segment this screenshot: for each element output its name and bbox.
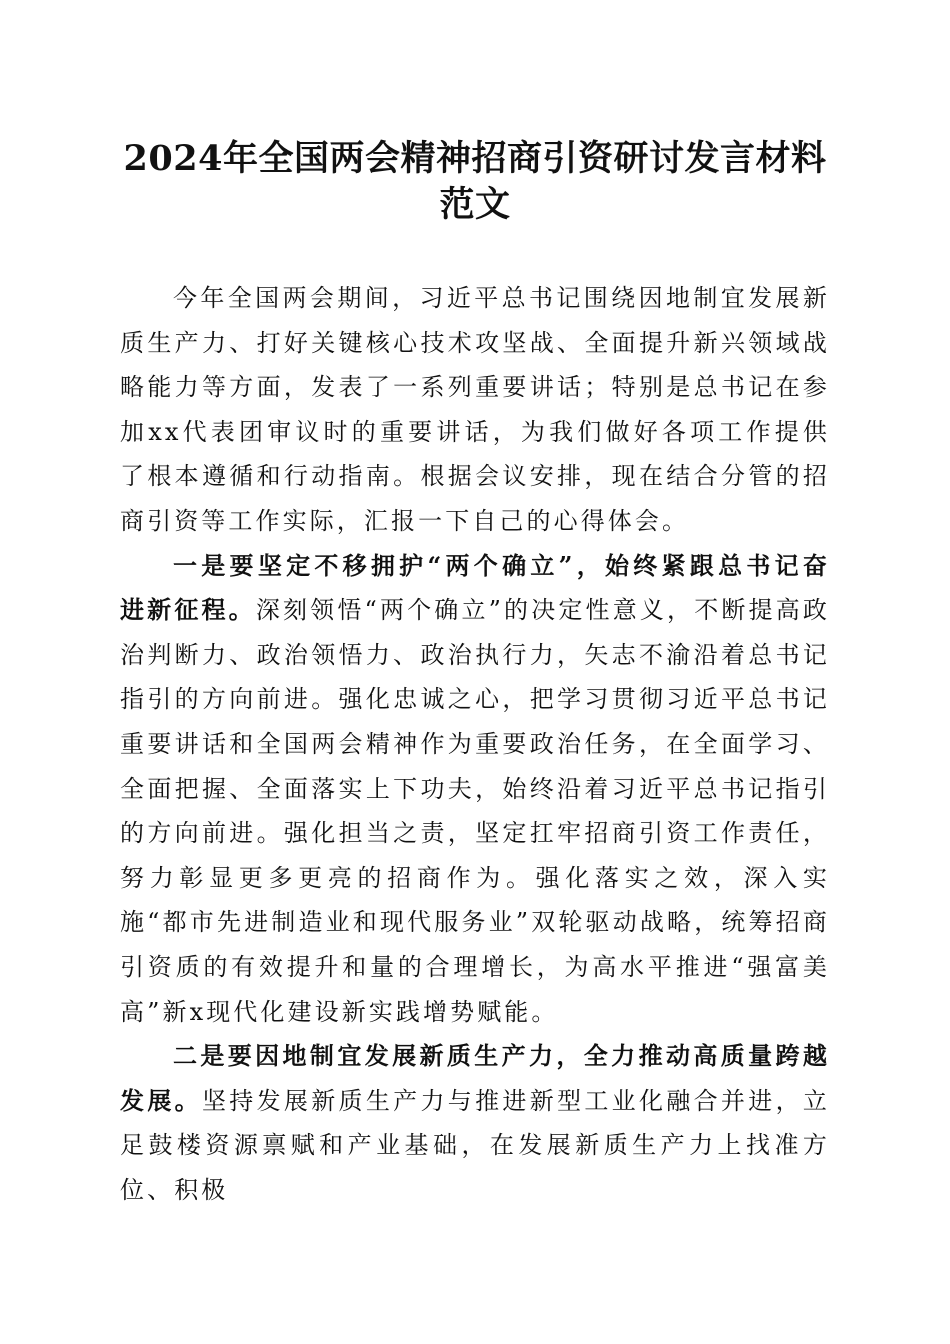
paragraph-text: 今年全国两会期间，习近平总书记围绕因地制宜发展新质生产力、打好关键核心技术攻坚战、全面提升新兴领域战略能力等方面，发表了一系列重要讲话；特别是总书记在参加xx代表团审议时的重要讲话，为我们做好各项工作提供了根本遵循和行动指南。根据会议安排，现在结合分管的招商引资等工作实际，汇报一下自己的心得体会。 xyxy=(120,284,830,535)
title-line-1: 2024年全国两会精神招商引资研讨发言材料 xyxy=(123,138,827,179)
document-title xyxy=(120,136,830,228)
paragraph-text: 坚持发展新质生产力与推进新型工业化融合并进，立足鼓楼资源禀赋和产业基础，在发展新质生产力上找准方位、积极 xyxy=(120,1086,830,1204)
paragraph-text: 深刻领悟“两个确立”的决定性意义，不断提高政治判断力、政治领悟力、政治执行力，矢志不渝沿着总书记指引的方向前进。强化忠诚之心，把学习贯彻习近平总书记重要讲话和全国两会精神作为重要政治任务，在全面学习、全面把握、全面落实上下功夫，始终沿着习近平总书记指引的方向前进。强化担当之责，坚定扛牢招商引资工作责任，努力彰显更多更亮的招商作为。强化落实之效，深入实施“都市先进制造业和现代服务业”双轮驱动战略，统筹招商引资质的有效提升和量的合理增长，为高水平推进“强富美高”新x现代化建设新实践增势赋能。 xyxy=(120,596,830,1026)
document-body xyxy=(120,276,830,1212)
paragraph-lead: 二是要因地制宜发展新质生产力，全力推动高质量跨越发展。 xyxy=(120,1041,830,1115)
title-line-2: 范文 xyxy=(439,184,511,225)
paragraph-lead: 一是要坚定不移拥护“两个确立”，始终紧跟总书记奋进新征程。 xyxy=(120,550,830,625)
paragraph-point-2 xyxy=(120,1034,830,1212)
paragraph-intro xyxy=(120,276,830,544)
paragraph-point-1 xyxy=(120,544,830,1035)
